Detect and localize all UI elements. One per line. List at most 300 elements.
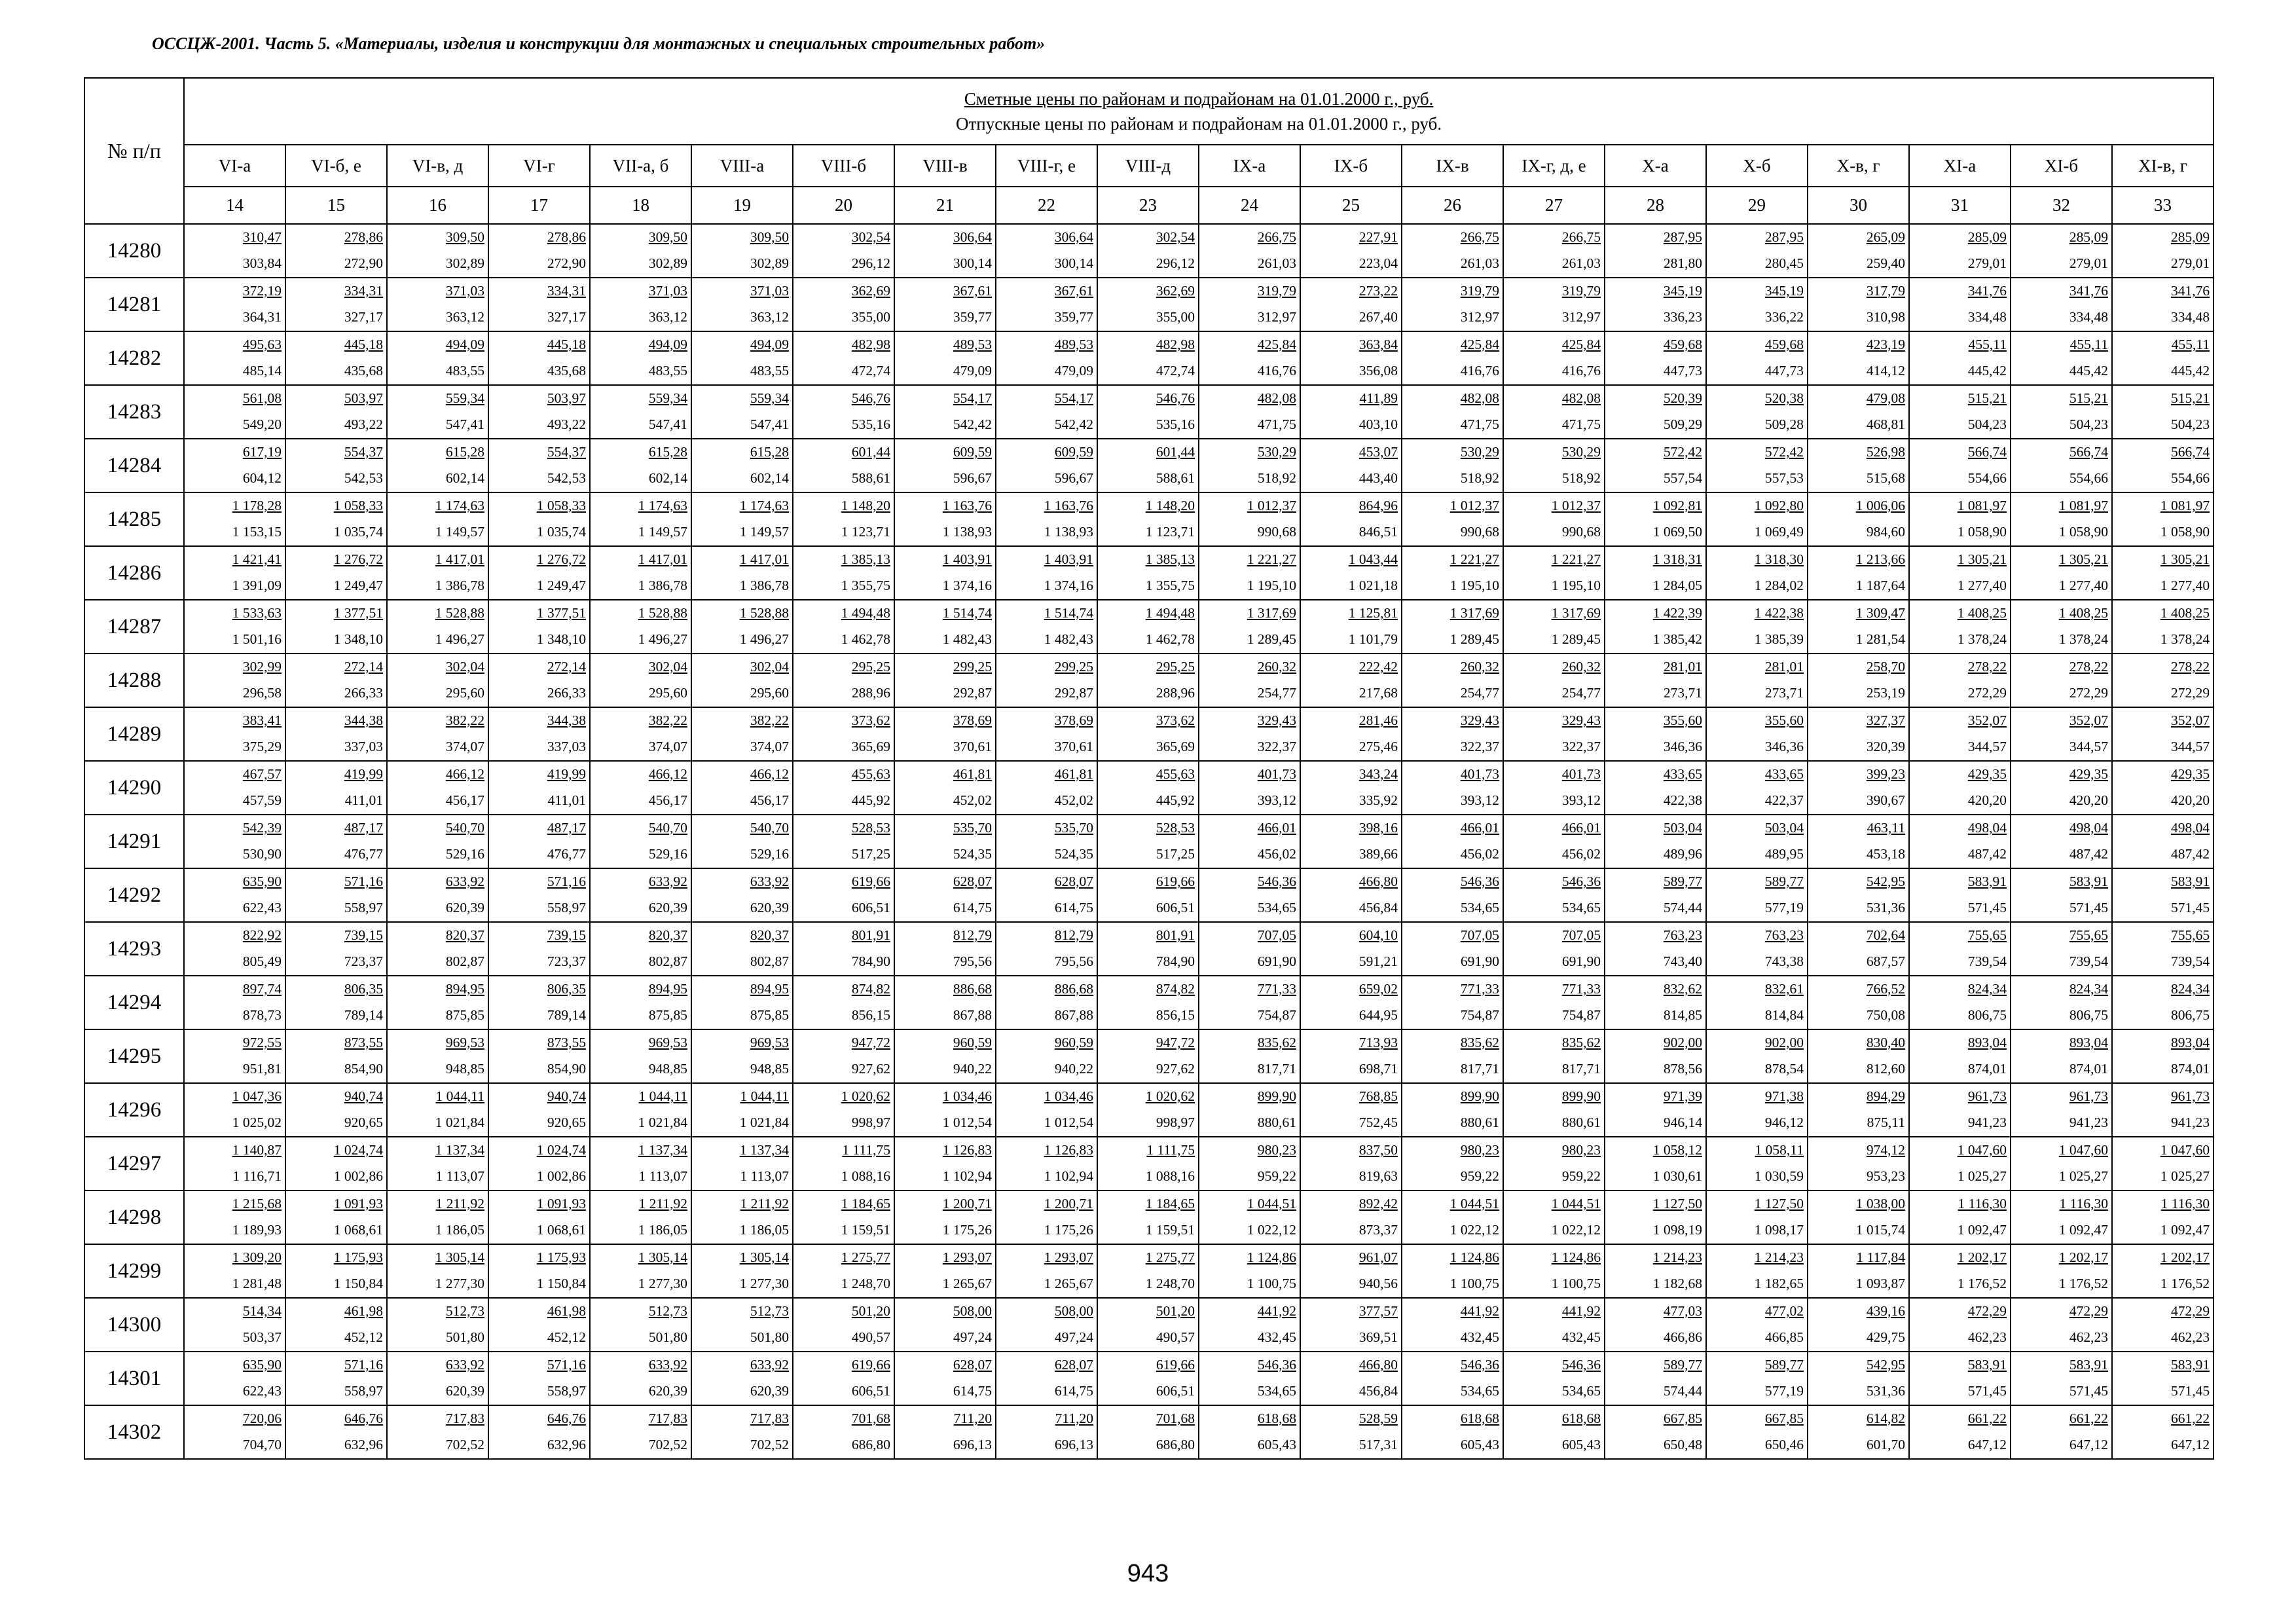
price-cell <box>996 439 1097 492</box>
price-cell <box>1300 922 1402 976</box>
otpusknaya-price: 1 277,30 <box>739 1276 789 1291</box>
price-cell <box>184 546 285 600</box>
price-cell <box>996 654 1097 707</box>
smetnaya-price: 633,92 <box>648 1357 687 1373</box>
smetnaya-price: 618,68 <box>1561 1411 1601 1426</box>
otpusknaya-price: 535,16 <box>1156 416 1195 432</box>
otpusknaya-price: 1 100,75 <box>1247 1276 1296 1291</box>
otpusknaya-price: 880,61 <box>1257 1115 1296 1130</box>
otpusknaya-price: 1 182,68 <box>1652 1276 1702 1291</box>
price-cell <box>1503 1083 1605 1137</box>
price-cell <box>1300 1405 1402 1459</box>
smetnaya-price: 278,22 <box>1967 659 2007 674</box>
smetnaya-price: 1 275,77 <box>841 1249 890 1265</box>
smetnaya-price: 319,79 <box>1257 283 1296 299</box>
price-cell <box>2011 492 2112 546</box>
price-cell <box>1909 1190 2011 1244</box>
smetnaya-price: 266,75 <box>1460 229 1499 245</box>
smetnaya-price: 1 221,27 <box>1551 551 1601 567</box>
price-cell <box>894 224 996 278</box>
smetnaya-price: 971,39 <box>1663 1088 1702 1104</box>
price-cell <box>996 1244 1097 1298</box>
price-cell <box>1605 492 1706 546</box>
smetnaya-price: 287,95 <box>1663 229 1702 245</box>
smetnaya-price: 329,43 <box>1460 712 1499 728</box>
smetnaya-price: 363,84 <box>1358 337 1398 352</box>
otpusknaya-price: 687,57 <box>1866 953 1905 969</box>
smetnaya-price: 618,68 <box>1257 1411 1296 1426</box>
price-cell <box>2011 224 2112 278</box>
smetnaya-price: 501,20 <box>1156 1303 1195 1319</box>
region-header: X-а <box>1605 145 1706 187</box>
otpusknaya-price: 456,02 <box>1460 846 1499 862</box>
smetnaya-price: 466,80 <box>1358 874 1398 889</box>
otpusknaya-price: 529,16 <box>445 846 484 862</box>
otpusknaya-price: 558,97 <box>344 900 383 915</box>
smetnaya-price: 1 200,71 <box>942 1196 992 1211</box>
smetnaya-price: 812,79 <box>1054 927 1093 943</box>
price-cell <box>691 654 793 707</box>
smetnaya-price: 1 421,41 <box>232 551 282 567</box>
otpusknaya-price: 880,61 <box>1561 1115 1601 1130</box>
otpusknaya-price: 547,41 <box>750 416 789 432</box>
smetnaya-price: 302,04 <box>445 659 484 674</box>
otpusknaya-price: 296,12 <box>851 255 890 271</box>
price-cell <box>1300 492 1402 546</box>
otpusknaya-price: 390,67 <box>1866 792 1905 808</box>
otpusknaya-price: 686,80 <box>1156 1437 1195 1452</box>
smetnaya-price: 455,11 <box>1968 337 2007 352</box>
price-cell <box>996 385 1097 439</box>
otpusknaya-price: 1 116,71 <box>232 1168 282 1184</box>
smetnaya-price: 873,55 <box>547 1035 586 1050</box>
smetnaya-price: 266,75 <box>1257 229 1296 245</box>
otpusknaya-price: 267,40 <box>1358 309 1398 325</box>
price-cell <box>1808 1029 1909 1083</box>
region-header: XI-а <box>1909 145 2011 187</box>
row-number: 14285 <box>84 492 184 546</box>
otpusknaya-price: 1 385,39 <box>1754 631 1804 647</box>
otpusknaya-price: 632,96 <box>344 1437 383 1452</box>
price-cell <box>488 278 590 331</box>
price-cell <box>590 654 691 707</box>
otpusknaya-price: 432,45 <box>1257 1329 1296 1345</box>
price-cell <box>2011 1137 2112 1190</box>
smetnaya-price: 1 318,31 <box>1652 551 1702 567</box>
price-cell <box>387 546 488 600</box>
price-cell <box>1909 385 2011 439</box>
smetnaya-price: 628,07 <box>1054 874 1093 889</box>
price-cell <box>488 385 590 439</box>
table-row <box>84 1137 2214 1190</box>
otpusknaya-price: 588,61 <box>1156 470 1195 486</box>
otpusknaya-price: 875,85 <box>648 1007 687 1023</box>
otpusknaya-price: 602,14 <box>445 470 484 486</box>
smetnaya-price: 482,08 <box>1460 390 1499 406</box>
otpusknaya-price: 854,90 <box>344 1061 383 1077</box>
smetnaya-price: 514,34 <box>242 1303 282 1319</box>
otpusknaya-price: 1 123,71 <box>841 524 890 540</box>
otpusknaya-price: 1 069,50 <box>1652 524 1702 540</box>
row-number: 14282 <box>84 331 184 385</box>
price-cell <box>1402 546 1503 600</box>
region-header: VIII-б <box>793 145 894 187</box>
smetnaya-price: 1 081,97 <box>2160 498 2210 513</box>
price-cell <box>1402 815 1503 868</box>
smetnaya-price: 515,21 <box>1967 390 2007 406</box>
otpusknaya-price: 614,75 <box>953 1383 992 1399</box>
price-cell <box>387 385 488 439</box>
otpusknaya-price: 1 385,42 <box>1652 631 1702 647</box>
smetnaya-price: 295,25 <box>851 659 890 674</box>
row-number: 14286 <box>84 546 184 600</box>
otpusknaya-price: 723,37 <box>344 953 383 969</box>
smetnaya-price: 755,65 <box>2069 927 2108 943</box>
price-cell <box>2011 278 2112 331</box>
column-number-row <box>84 187 2214 224</box>
smetnaya-price: 441,92 <box>1460 1303 1499 1319</box>
price-cell <box>691 492 793 546</box>
price-cell <box>2011 1352 2112 1405</box>
otpusknaya-price: 493,22 <box>344 416 383 432</box>
price-cell <box>285 1190 387 1244</box>
smetnaya-price: 1 213,66 <box>1855 551 1905 567</box>
smetnaya-price: 495,63 <box>242 337 282 352</box>
price-cell <box>590 546 691 600</box>
price-cell <box>2112 976 2214 1029</box>
otpusknaya-price: 529,16 <box>750 846 789 862</box>
price-cell <box>1909 546 2011 600</box>
price-cell <box>2011 976 2112 1029</box>
price-cell <box>1808 331 1909 385</box>
otpusknaya-price: 1 021,84 <box>638 1115 687 1130</box>
table-row <box>84 224 2214 278</box>
price-cell <box>793 707 894 761</box>
price-cell <box>996 761 1097 815</box>
smetnaya-price: 341,76 <box>1967 283 2007 299</box>
smetnaya-price: 1 184,65 <box>841 1196 890 1211</box>
otpusknaya-price: 1 069,49 <box>1754 524 1804 540</box>
smetnaya-price: 433,65 <box>1764 766 1804 782</box>
otpusknaya-price: 1 022,12 <box>1449 1222 1499 1238</box>
price-cell <box>691 1029 793 1083</box>
otpusknaya-price: 355,00 <box>1156 309 1195 325</box>
smetnaya-price: 546,76 <box>1156 390 1195 406</box>
otpusknaya-price: 296,12 <box>1156 255 1195 271</box>
price-cell <box>1199 922 1300 976</box>
smetnaya-price: 614,82 <box>1866 1411 1905 1426</box>
smetnaya-price: 717,83 <box>750 1411 789 1426</box>
price-cell <box>1706 439 1808 492</box>
otpusknaya-price: 1 482,43 <box>942 631 992 647</box>
smetnaya-price: 542,95 <box>1866 874 1905 889</box>
smetnaya-price: 278,22 <box>2069 659 2108 674</box>
smetnaya-price: 771,33 <box>1460 981 1499 997</box>
price-cell <box>2011 331 2112 385</box>
otpusknaya-price: 606,51 <box>851 1383 890 1399</box>
smetnaya-price: 1 377,51 <box>536 605 586 621</box>
otpusknaya-price: 702,52 <box>445 1437 484 1452</box>
smetnaya-price: 1 116,30 <box>2160 1196 2210 1211</box>
smetnaya-price: 472,29 <box>2069 1303 2108 1319</box>
price-cell <box>793 868 894 922</box>
price-cell <box>2112 1405 2214 1459</box>
otpusknaya-price: 334,48 <box>1967 309 2007 325</box>
price-cell <box>1605 1352 1706 1405</box>
smetnaya-price: 980,23 <box>1460 1142 1499 1158</box>
otpusknaya-price: 542,42 <box>953 416 992 432</box>
otpusknaya-price: 743,38 <box>1764 953 1804 969</box>
otpusknaya-price: 880,61 <box>1460 1115 1499 1130</box>
price-cell <box>1808 492 1909 546</box>
smetnaya-price: 477,03 <box>1663 1303 1702 1319</box>
smetnaya-price: 1 293,07 <box>942 1249 992 1265</box>
price-cell <box>793 1137 894 1190</box>
price-cell <box>1808 278 1909 331</box>
price-cell <box>285 600 387 654</box>
otpusknaya-price: 1 153,15 <box>232 524 282 540</box>
price-cell <box>2011 761 2112 815</box>
otpusknaya-price: 337,03 <box>344 739 383 754</box>
price-cell <box>2011 1405 2112 1459</box>
smetnaya-price: 633,92 <box>648 874 687 889</box>
smetnaya-price: 373,62 <box>1156 712 1195 728</box>
otpusknaya-price: 588,61 <box>851 470 890 486</box>
price-cell <box>2011 707 2112 761</box>
price-cell <box>2011 815 2112 868</box>
smetnaya-price: 455,63 <box>851 766 890 782</box>
otpusknaya-price: 346,36 <box>1663 739 1702 754</box>
price-cell <box>1300 600 1402 654</box>
smetnaya-price: 554,37 <box>344 444 383 460</box>
smetnaya-price: 520,38 <box>1764 390 1804 406</box>
smetnaya-price: 1 163,76 <box>1044 498 1093 513</box>
otpusknaya-price: 456,02 <box>1257 846 1296 862</box>
price-cell <box>1808 1298 1909 1352</box>
otpusknaya-price: 875,11 <box>1867 1115 1905 1130</box>
price-cell <box>691 385 793 439</box>
otpusknaya-price: 1 355,75 <box>1145 578 1195 593</box>
otpusknaya-price: 558,97 <box>547 1383 586 1399</box>
otpusknaya-price: 292,87 <box>953 685 992 701</box>
smetnaya-price: 1 127,50 <box>1652 1196 1702 1211</box>
price-cell <box>184 1029 285 1083</box>
price-cell <box>894 654 996 707</box>
otpusknaya-price: 1 025,27 <box>2058 1168 2108 1184</box>
otpusknaya-price: 1 030,59 <box>1754 1168 1804 1184</box>
price-cell <box>894 761 996 815</box>
price-cell <box>1909 922 2011 976</box>
smetnaya-price: 319,79 <box>1460 283 1499 299</box>
otpusknaya-price: 1 068,61 <box>333 1222 383 1238</box>
price-cell <box>894 922 996 976</box>
price-cell <box>2112 761 2214 815</box>
price-cell <box>691 1352 793 1405</box>
price-cell <box>1402 224 1503 278</box>
otpusknaya-price: 605,43 <box>1257 1437 1296 1452</box>
price-cell <box>996 1137 1097 1190</box>
price-cell <box>1808 761 1909 815</box>
price-cell <box>285 1405 387 1459</box>
smetnaya-price: 1 034,46 <box>1044 1088 1093 1104</box>
smetnaya-price: 1 309,47 <box>1855 605 1905 621</box>
price-cell <box>691 868 793 922</box>
price-cell <box>1199 1190 1300 1244</box>
smetnaya-price: 1 034,46 <box>942 1088 992 1104</box>
otpusknaya-price: 288,96 <box>1156 685 1195 701</box>
otpusknaya-price: 322,37 <box>1561 739 1601 754</box>
smetnaya-price: 771,33 <box>1561 981 1601 997</box>
smetnaya-price: 487,17 <box>344 820 383 836</box>
smetnaya-price: 306,64 <box>953 229 992 245</box>
smetnaya-price: 1 020,62 <box>841 1088 890 1104</box>
smetnaya-price: 572,42 <box>1663 444 1702 460</box>
smetnaya-price: 874,82 <box>1156 981 1195 997</box>
otpusknaya-price: 1 186,05 <box>435 1222 484 1238</box>
smetnaya-price: 494,09 <box>445 337 484 352</box>
price-cell <box>285 761 387 815</box>
smetnaya-price: 835,62 <box>1257 1035 1296 1050</box>
otpusknaya-price: 422,37 <box>1764 792 1804 808</box>
price-cell <box>691 922 793 976</box>
price-cell <box>1706 331 1808 385</box>
smetnaya-price: 272,14 <box>344 659 383 674</box>
price-cell <box>184 707 285 761</box>
otpusknaya-price: 691,90 <box>1257 953 1296 969</box>
smetnaya-price: 258,70 <box>1866 659 1905 674</box>
price-cell <box>285 1352 387 1405</box>
otpusknaya-price: 557,54 <box>1663 470 1702 486</box>
smetnaya-price: 1 305,14 <box>435 1249 484 1265</box>
price-cell <box>1402 1137 1503 1190</box>
price-cell <box>590 1405 691 1459</box>
otpusknaya-price: 867,88 <box>953 1007 992 1023</box>
price-cell <box>1402 1244 1503 1298</box>
otpusknaya-price: 622,43 <box>242 1383 282 1399</box>
price-cell <box>2011 385 2112 439</box>
smetnaya-price: 893,04 <box>2170 1035 2210 1050</box>
smetnaya-price: 382,22 <box>445 712 484 728</box>
smetnaya-price: 1 044,51 <box>1247 1196 1296 1211</box>
otpusknaya-price: 515,68 <box>1866 470 1905 486</box>
smetnaya-price: 646,76 <box>547 1411 586 1426</box>
price-cell <box>1199 868 1300 922</box>
table-row <box>84 815 2214 868</box>
smetnaya-price: 423,19 <box>1866 337 1905 352</box>
otpusknaya-price: 261,03 <box>1460 255 1499 271</box>
smetnaya-price: 820,37 <box>648 927 687 943</box>
price-cell <box>1909 600 2011 654</box>
price-cell <box>1503 439 1605 492</box>
price-cell <box>1097 922 1199 976</box>
price-cell <box>590 815 691 868</box>
otpusknaya-price: 998,97 <box>1156 1115 1195 1130</box>
otpusknaya-price: 1 277,40 <box>2058 578 2108 593</box>
otpusknaya-price: 456,84 <box>1358 900 1398 915</box>
column-number: 25 <box>1300 187 1402 224</box>
price-cell <box>184 815 285 868</box>
smetnaya-price: 566,74 <box>1967 444 2007 460</box>
otpusknaya-price: 1 348,10 <box>333 631 383 647</box>
price-cell <box>2011 600 2112 654</box>
smetnaya-price: 508,00 <box>1054 1303 1093 1319</box>
region-header: VI-в, д <box>387 145 488 187</box>
price-cell <box>1503 1137 1605 1190</box>
otpusknaya-price: 501,80 <box>648 1329 687 1345</box>
region-header: IX-а <box>1199 145 1300 187</box>
smetnaya-price: 466,12 <box>648 766 687 782</box>
otpusknaya-price: 644,95 <box>1358 1007 1398 1023</box>
price-cell <box>387 976 488 1029</box>
price-cell <box>1808 1083 1909 1137</box>
smetnaya-price: 554,37 <box>547 444 586 460</box>
region-header: VII-а, б <box>590 145 691 187</box>
otpusknaya-price: 1 025,02 <box>232 1115 282 1130</box>
smetnaya-price: 287,95 <box>1764 229 1804 245</box>
region-header: VIII-д <box>1097 145 1199 187</box>
price-cell <box>1706 1352 1808 1405</box>
smetnaya-price: 472,29 <box>1967 1303 2007 1319</box>
otpusknaya-price: 279,01 <box>2170 255 2210 271</box>
price-cell <box>1909 976 2011 1029</box>
price-cell <box>1503 600 1605 654</box>
column-number: 31 <box>1909 187 2011 224</box>
otpusknaya-price: 1 098,19 <box>1652 1222 1702 1238</box>
otpusknaya-price: 571,45 <box>2170 900 2210 915</box>
otpusknaya-price: 1 284,02 <box>1754 578 1804 593</box>
price-cell <box>996 815 1097 868</box>
otpusknaya-price: 489,96 <box>1663 846 1702 862</box>
smetnaya-price: 341,76 <box>2170 283 2210 299</box>
otpusknaya-price: 435,68 <box>547 363 586 378</box>
otpusknaya-price: 620,39 <box>445 900 484 915</box>
smetnaya-price: 498,04 <box>2069 820 2108 836</box>
otpusknaya-price: 335,92 <box>1358 792 1398 808</box>
otpusknaya-price: 596,67 <box>1054 470 1093 486</box>
smetnaya-price: 554,17 <box>1054 390 1093 406</box>
otpusknaya-price: 336,23 <box>1663 309 1702 325</box>
smetnaya-price: 1 309,20 <box>232 1249 282 1265</box>
otpusknaya-price: 542,53 <box>344 470 383 486</box>
column-number: 17 <box>488 187 590 224</box>
smetnaya-price: 334,31 <box>547 283 586 299</box>
otpusknaya-price: 754,87 <box>1561 1007 1601 1023</box>
otpusknaya-price: 261,03 <box>1257 255 1296 271</box>
smetnaya-price: 1 047,60 <box>2160 1142 2210 1158</box>
smetnaya-price: 540,70 <box>648 820 687 836</box>
price-cell <box>1300 976 1402 1029</box>
price-cell <box>1909 761 2011 815</box>
smetnaya-price: 1 047,60 <box>1957 1142 2007 1158</box>
price-cell <box>590 1352 691 1405</box>
table-row <box>84 278 2214 331</box>
otpusknaya-price: 509,29 <box>1663 416 1702 432</box>
smetnaya-price: 1 012,37 <box>1247 498 1296 513</box>
otpusknaya-price: 479,09 <box>1054 363 1093 378</box>
smetnaya-price: 302,54 <box>1156 229 1195 245</box>
otpusknaya-price: 346,36 <box>1764 739 1804 754</box>
price-cell <box>387 922 488 976</box>
smetnaya-price: 455,11 <box>2069 337 2108 352</box>
smetnaya-price: 466,80 <box>1358 1357 1398 1373</box>
row-number: 14295 <box>84 1029 184 1083</box>
price-cell <box>894 707 996 761</box>
price-cell <box>1300 1083 1402 1137</box>
price-cell <box>1706 1190 1808 1244</box>
otpusknaya-price: 344,57 <box>2170 739 2210 754</box>
smetnaya-price: 1 024,74 <box>536 1142 586 1158</box>
smetnaya-price: 940,74 <box>547 1088 586 1104</box>
